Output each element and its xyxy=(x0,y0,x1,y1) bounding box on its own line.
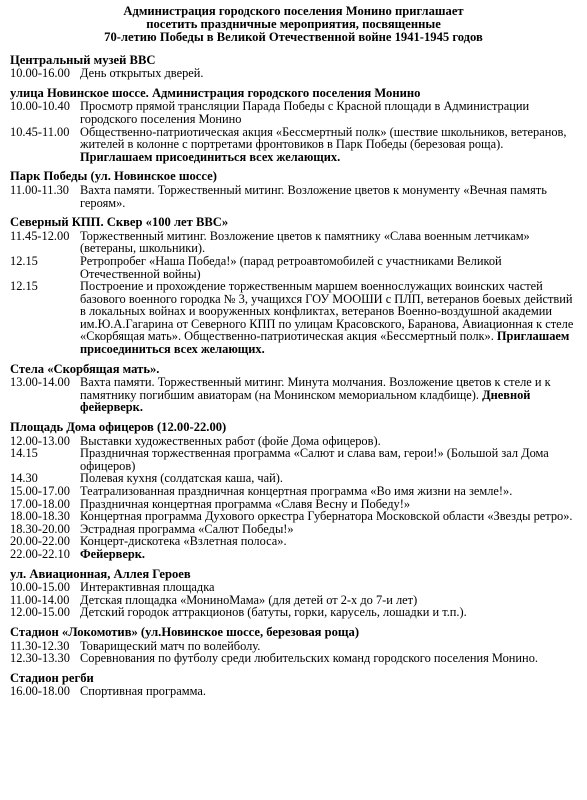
event-row xyxy=(10,255,577,280)
event-text: Спортивная программа. xyxy=(80,684,206,699)
event-text: Вахта памяти. Торжественный митинг. Минута молчания. Возложение цветов к стеле и к памятнику погибшим авиаторам (на Монинском мемориальном кладбище). xyxy=(80,375,551,402)
event-row xyxy=(10,376,577,414)
event-text: Товарищеский матч по волейболу. xyxy=(80,638,261,653)
event-text: Вахта памяти. Торжественный митинг. Возложение цветов к монументу «Вечная память героям». xyxy=(80,182,547,210)
header-line: 70-летию Победы в Великой Отечественной войне 1941-1945 годов xyxy=(104,30,483,45)
event-time: 14.30 xyxy=(10,471,38,486)
event-section xyxy=(10,363,577,414)
event-time: 15.00-17.00 xyxy=(10,484,70,499)
event-section xyxy=(10,626,577,665)
event-row xyxy=(10,685,577,698)
event-text: Общественно-патриотическая акция «Бессмертный полк» (шествие школьников, ветеранов, жителей в колонне с портретами фронтовиков в Парк Победы (березовая роща). xyxy=(80,124,567,152)
event-time: 11.00-11.30 xyxy=(10,182,69,197)
event-time: 22.00-22.10 xyxy=(10,546,70,561)
event-row xyxy=(10,230,577,255)
event-description xyxy=(80,376,577,414)
event-time: 11.30-12.30 xyxy=(10,638,70,653)
event-time: 17.00-18.00 xyxy=(10,496,70,511)
event-time: 18.00-18.30 xyxy=(10,509,70,524)
event-time: 18.30-20.00 xyxy=(10,521,70,536)
document-header xyxy=(10,5,577,45)
header-line: посетить праздничные мероприятия, посвященные xyxy=(146,17,441,32)
event-text: Праздничная торжественная программа «Салют и слава вам, герои!» (Большой зал Дома офицеров) xyxy=(80,446,549,473)
event-time: 12.15 xyxy=(10,279,38,294)
event-bold-text: Фейерверк. xyxy=(80,546,145,561)
event-text: Концерт-дискотека «Взлетная полоса». xyxy=(80,534,287,549)
event-sections xyxy=(10,54,577,698)
section-title: Площадь Дома офицеров (12.00-22.00) xyxy=(10,420,227,435)
event-text: Просмотр прямой трансляции Парада Победы с Красной площади в Администрации городского поселения Монино xyxy=(80,99,530,126)
event-time: 10.45-11.00 xyxy=(10,124,70,139)
section-title: улица Новинское шоссе. Администрация городского поселения Монино xyxy=(10,85,421,100)
event-text: Торжественный митинг. Возложение цветов к памятнику «Слава военным летчикам» (ветераны, школьники). xyxy=(80,228,530,256)
section-title: Парк Победы (ул. Новинское шоссе) xyxy=(10,169,217,184)
event-row xyxy=(10,548,577,561)
event-text: Построение и прохождение торжественным маршем военнослужащих воинских частей базового военного городка № 3, учащихся ГОУ МООШИ с ПЛП, ветеранов боевых действий в локальных войнах и вооруженных конфликтах, ветеранов Военно-воздушной академии им.Ю.А.Гагарина от Северного КПП по улицам Красовского, Баранова, Авиационная к стеле «Скорбящая мать». Общественно-патриотическая акция «Бессмертный полк». xyxy=(80,279,574,344)
event-text: Праздничная концертная программа «Славя Весну и Победу!» xyxy=(80,496,411,511)
event-description xyxy=(80,100,577,125)
event-time: 11.00-14.00 xyxy=(10,592,70,607)
event-time: 12.00-15.00 xyxy=(10,605,70,620)
event-time: 20.00-22.00 xyxy=(10,534,70,549)
event-section xyxy=(10,170,577,209)
event-section xyxy=(10,87,577,164)
event-time: 16.00-18.00 xyxy=(10,684,70,699)
event-section xyxy=(10,568,577,619)
event-text: Концертная программа Духового оркестра Губернатора Московской области «Звезды ретро». xyxy=(80,509,573,524)
section-title: Стадион регби xyxy=(10,670,94,685)
event-section xyxy=(10,216,577,356)
event-description xyxy=(80,535,577,548)
event-bold-text: Приглашаем присоединиться всех желающих. xyxy=(80,329,570,357)
event-time: 12.15 xyxy=(10,253,38,268)
event-bold-text: Дневной фейерверк. xyxy=(80,387,531,415)
event-text: Театрализованная праздничная концертная программа «Во имя жизни на земле!». xyxy=(80,484,513,499)
event-time: 10.00-10.40 xyxy=(10,99,70,114)
event-time: 10.00-16.00 xyxy=(10,66,70,81)
event-text: День открытых дверей. xyxy=(80,66,204,81)
header-line: Администрация городского поселения Монино приглашает xyxy=(123,4,464,18)
section-title: Стела «Скорбящая мать». xyxy=(10,361,160,376)
event-section xyxy=(10,54,577,80)
event-text: Детский городок аттракционов (батуты, горки, карусель, лошадки и т.п.). xyxy=(80,605,467,620)
event-description xyxy=(80,67,577,80)
event-row xyxy=(10,100,577,125)
event-bold-text: Приглашаем присоединиться всех желающих. xyxy=(80,149,341,164)
event-row xyxy=(10,184,577,209)
event-time: 13.00-14.00 xyxy=(10,375,70,390)
event-description xyxy=(80,255,577,280)
event-row xyxy=(10,652,577,665)
event-row xyxy=(10,126,577,164)
event-text: Интерактивная площадка xyxy=(80,580,215,595)
event-text: Ретропробег «Наша Победа!» (парад ретроавтомобилей с участниками Великой Отечественной войны) xyxy=(80,253,502,281)
event-description xyxy=(80,126,577,164)
event-section xyxy=(10,672,577,698)
event-description xyxy=(80,447,577,472)
section-title: Центральный музей ВВС xyxy=(10,52,156,67)
event-row xyxy=(10,67,577,80)
event-description xyxy=(80,548,577,561)
event-description xyxy=(80,685,577,698)
event-text: Эстрадная программа «Салют Победы!» xyxy=(80,521,294,536)
section-title: ул. Авиационная, Аллея Героев xyxy=(10,566,191,581)
event-time: 10.00-15.00 xyxy=(10,580,70,595)
event-description xyxy=(80,280,577,356)
event-text: Соревнования по футболу среди любительских команд городского поселения Монино. xyxy=(80,651,538,666)
event-text: Выставки художественных работ (фойе Дома офицеров). xyxy=(80,433,381,448)
event-description xyxy=(80,184,577,209)
event-description xyxy=(80,606,577,619)
event-description xyxy=(80,652,577,665)
event-row xyxy=(10,606,577,619)
event-time: 11.45-12.00 xyxy=(10,228,70,243)
section-title: Стадион «Локомотив» (ул.Новинское шоссе, березовая роща) xyxy=(10,624,360,639)
event-time: 12.00-13.00 xyxy=(10,433,70,448)
event-text: Полевая кухня (солдатская каша, чай). xyxy=(80,471,283,486)
event-text: Детская площадка «МониноМама» (для детей от 2-х до 7-и лет) xyxy=(80,592,418,607)
event-row xyxy=(10,280,577,356)
event-time: 12.30-13.30 xyxy=(10,651,70,666)
event-row xyxy=(10,447,577,472)
event-description xyxy=(80,230,577,255)
event-section xyxy=(10,421,577,561)
section-title: Северный КПП. Сквер «100 лет ВВС» xyxy=(10,215,229,230)
event-time: 14.15 xyxy=(10,446,38,461)
